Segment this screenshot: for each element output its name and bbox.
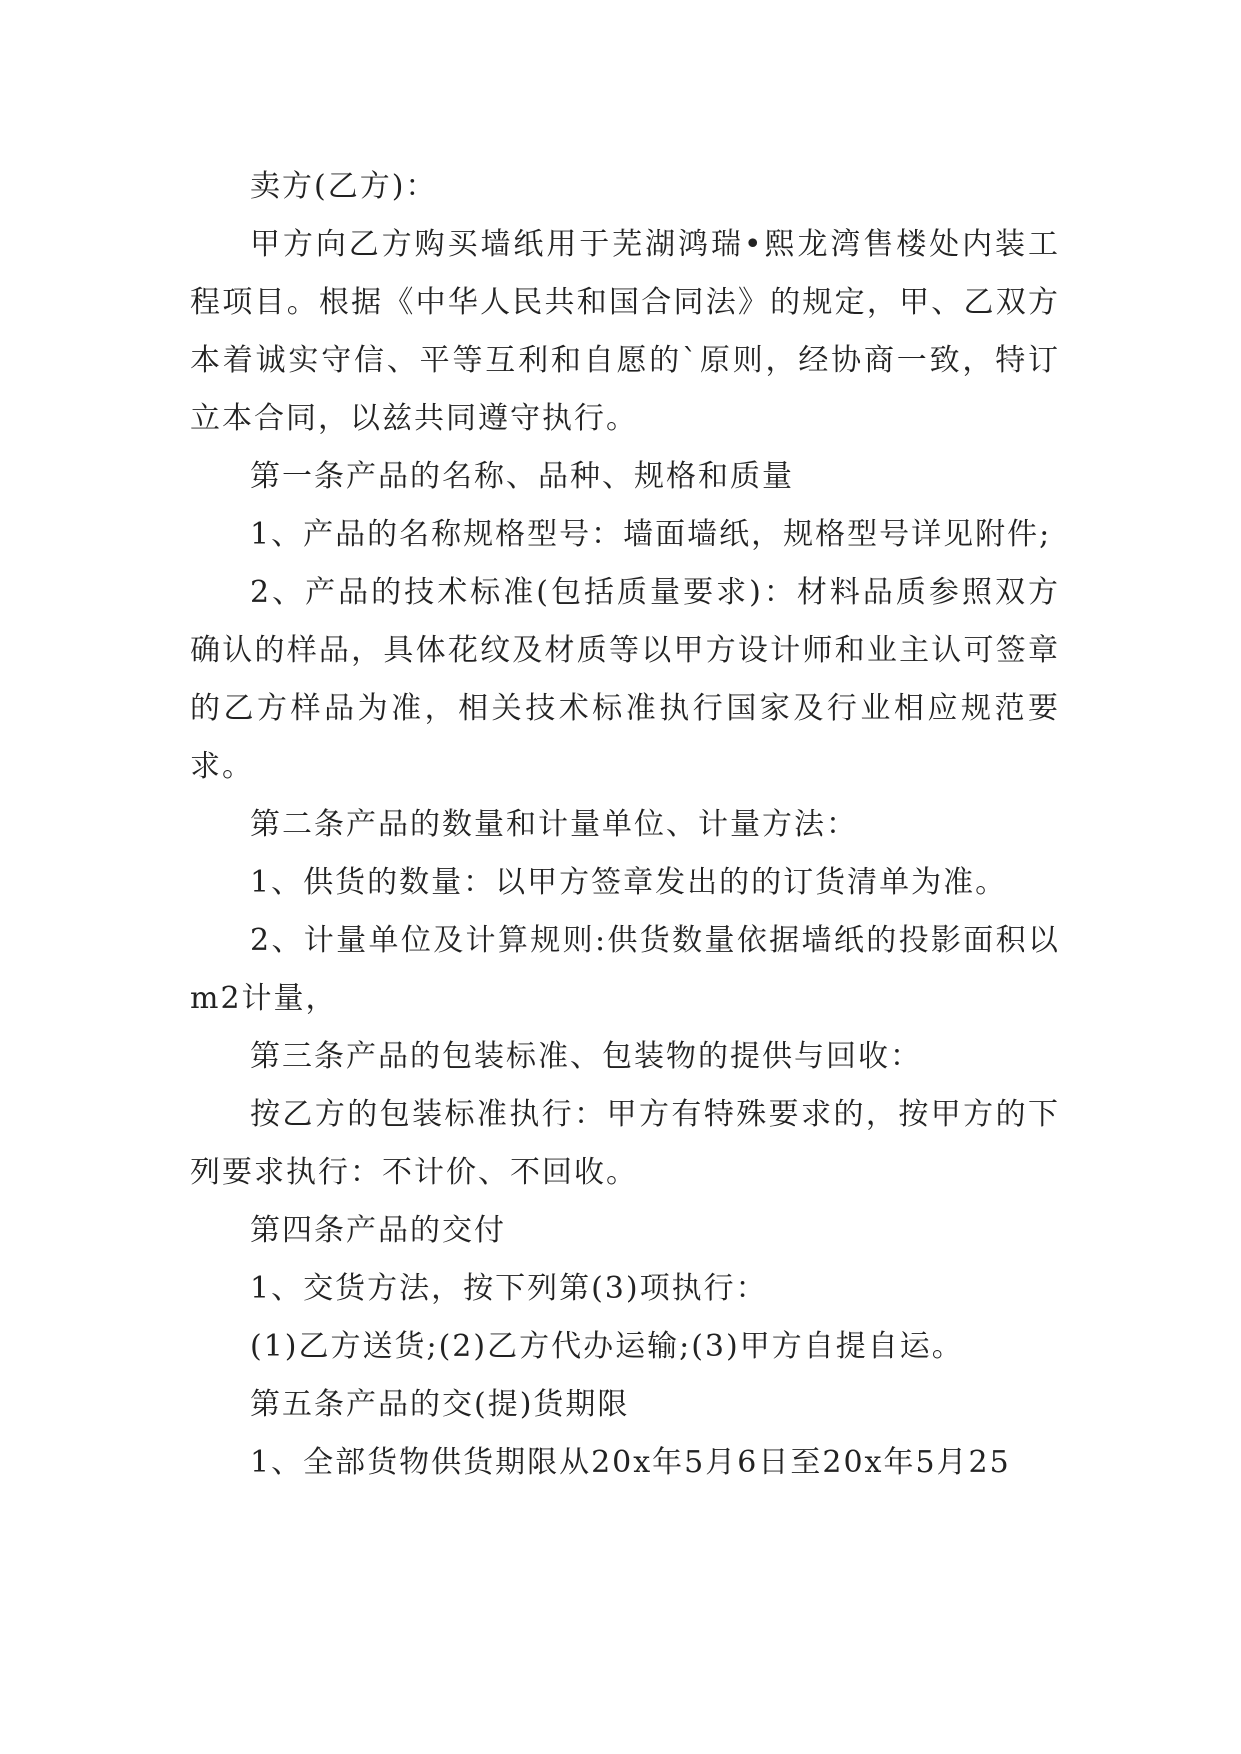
article-2-item-2: 2、计量单位及计算规则:供货数量依据墙纸的投影面积以m2计量， <box>190 923 1060 1016</box>
article-2-heading: 第二条产品的数量和计量单位、计量方法： <box>250 807 858 842</box>
article-1-heading: 第一条产品的名称、品种、规格和质量 <box>250 459 794 494</box>
document-body <box>190 158 1060 1492</box>
article-3-body: 按乙方的包装标准执行：甲方有特殊要求的，按甲方的下列要求执行：不计价、不回收。 <box>190 1097 1060 1190</box>
article-1-item-1: 1、产品的名称规格型号：墙面墙纸，规格型号详见附件; <box>250 517 1052 552</box>
article-3-heading: 第三条产品的包装标准、包装物的提供与回收： <box>250 1039 922 1074</box>
article-4-item-1: 1、交货方法，按下列第(3)项执行： <box>250 1271 768 1306</box>
article-5-item-1: 1、全部货物供货期限从20x年5月6日至20x年5月25 <box>250 1445 1011 1480</box>
article-4-options: (1)乙方送货;(2)乙方代办运输;(3)甲方自提自运。 <box>250 1329 964 1364</box>
paragraph-seller: 卖方(乙方)： <box>250 169 438 204</box>
article-4-heading: 第四条产品的交付 <box>250 1213 506 1248</box>
article-5-heading: 第五条产品的交(提)货期限 <box>250 1387 630 1422</box>
paragraph-preamble: 甲方向乙方购买墙纸用于芜湖鸿瑞•熙龙湾售楼处内装工程项目。根据《中华人民共和国合同法》的规定，甲、乙双方本着诚实守信、平等互利和自愿的`原则，经协商一致，特订立本合同，以兹共同遵守执行。 <box>190 227 1060 436</box>
article-2-item-1: 1、供货的数量：以甲方签章发出的的订货清单为准。 <box>250 865 1008 900</box>
article-1-item-2: 2、产品的技术标准(包括质量要求)：材料品质参照双方确认的样品，具体花纹及材质等以甲方设计师和业主认可签章的乙方样品为准，相关技术标准执行国家及行业相应规范要求。 <box>190 575 1060 784</box>
